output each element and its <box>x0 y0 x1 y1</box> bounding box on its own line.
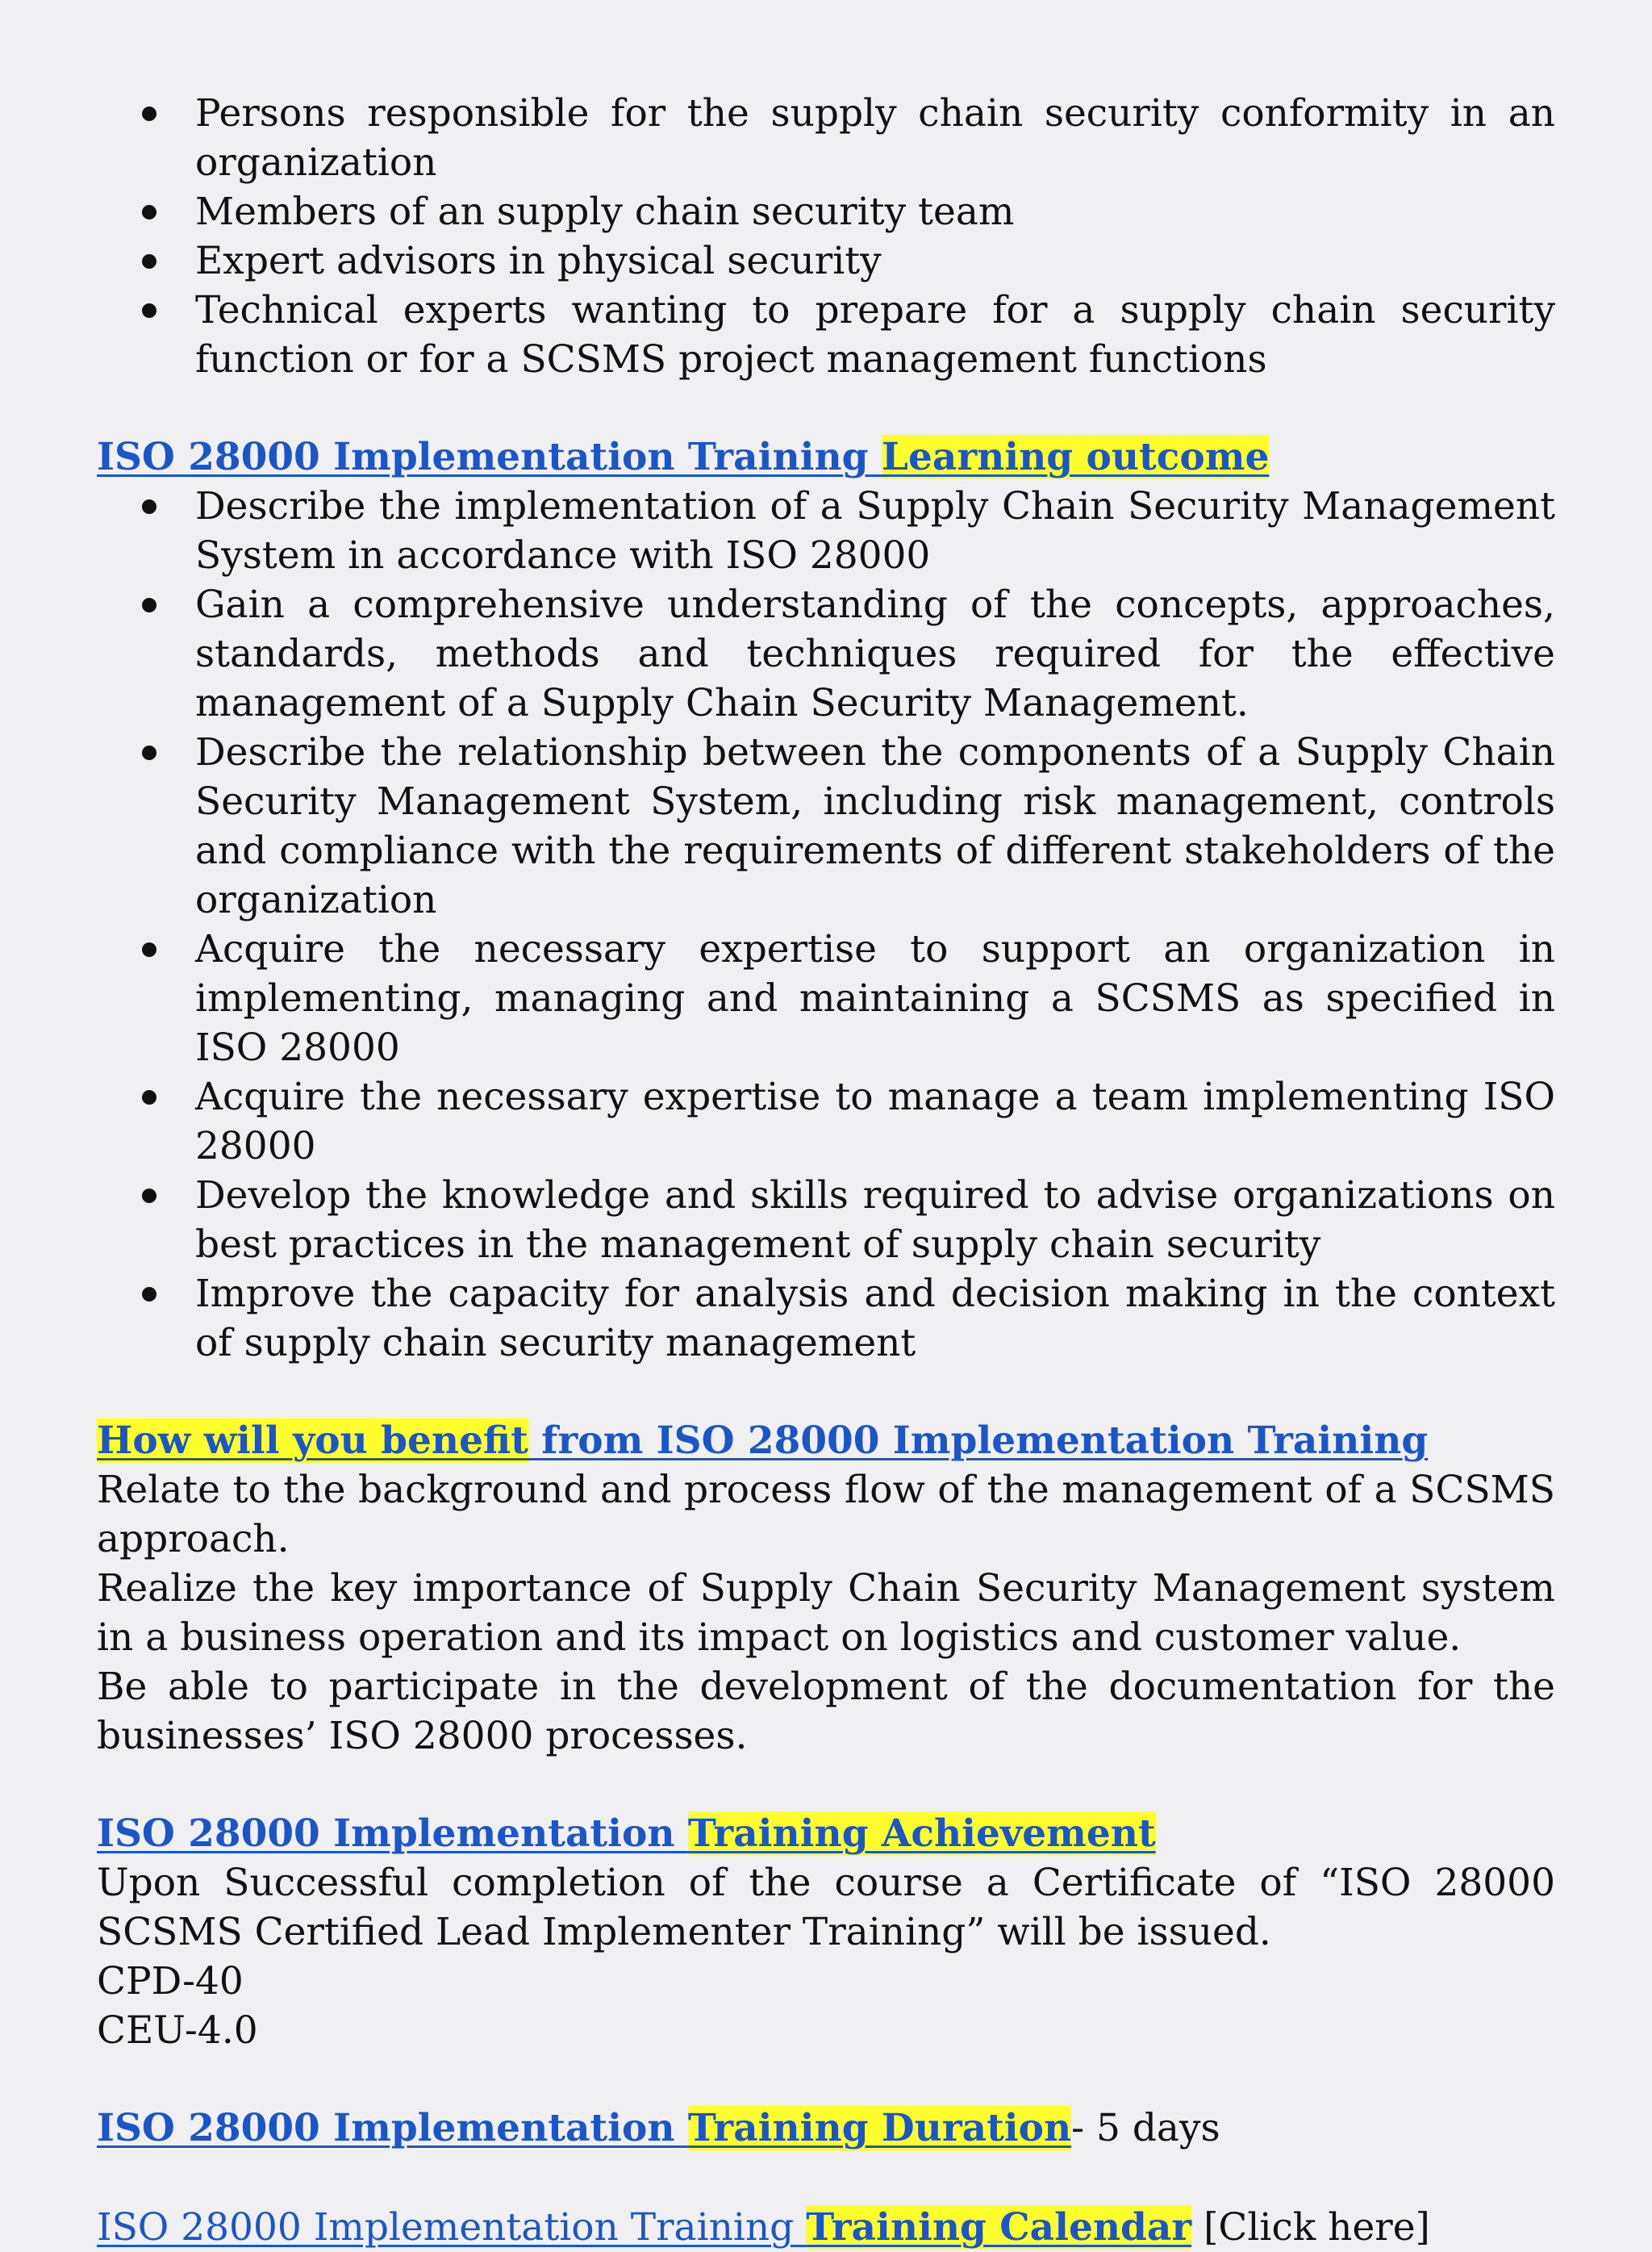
list-item: Develop the knowledge and skills required to advise organizations on best practices in the management of supply chain security <box>195 1171 1555 1269</box>
list-item: Technical experts wanting to prepare for a supply chain security function or for a SCSMS project management functions <box>195 286 1555 384</box>
training-calendar-link[interactable]: ISO 28000 Implementation Training Training Calendar <box>97 2205 1192 2250</box>
list-item: Acquire the necessary expertise to support an organization in implementing, managing and maintaining a SCSMS as specified in ISO 28000 <box>195 925 1555 1072</box>
benefit-line: Be able to participate in the development of the documentation for the businesses’ ISO 28000 processes. <box>97 1665 1555 1758</box>
list-item: Members of an supply chain security team <box>195 187 1555 236</box>
learning-outcome-list <box>97 482 1555 1368</box>
click-here-text: [Click here] <box>1191 2205 1430 2250</box>
learning-outcome-link[interactable]: ISO 28000 Implementation Training Learning outcome <box>97 435 1270 479</box>
benefit-line: Relate to the background and process flow of the management of a SCSMS approach. <box>97 1468 1555 1561</box>
benefit-line: Realize the key importance of Supply Chain Security Management system in a business operation and its impact on logistics and customer value. <box>97 1566 1555 1660</box>
learning-outcome-heading <box>97 432 1555 482</box>
bullet-icon <box>142 1189 156 1203</box>
duration-link[interactable]: ISO 28000 Implementation Training Duration <box>97 2106 1072 2150</box>
bullet-icon <box>142 205 156 219</box>
list-item: Gain a comprehensive understanding of the concepts, approaches, standards, methods and techniques required for the effective management of a Supply Chain Security Management. <box>195 580 1555 728</box>
list-item: Acquire the necessary expertise to manage a team implementing ISO 28000 <box>195 1072 1555 1171</box>
calendar-line <box>97 2203 1555 2252</box>
list-item: Persons responsible for the supply chain security conformity in an organization <box>195 89 1555 187</box>
audience-list <box>97 89 1555 384</box>
list-item: Describe the implementation of a Supply Chain Security Management System in accordance with ISO 28000 <box>195 482 1555 580</box>
bullet-icon <box>142 107 156 121</box>
bullet-icon <box>142 1090 156 1105</box>
ceu-value: CEU-4.0 <box>97 2008 258 2053</box>
achievement-heading <box>97 1809 1555 1858</box>
achievement-link[interactable]: ISO 28000 Implementation Training Achievement <box>97 1811 1156 1856</box>
spacer <box>97 2055 1555 2104</box>
benefit-link[interactable]: How will you benefit from ISO 28000 Implementation Training <box>97 1418 1429 1463</box>
bullet-icon <box>142 254 156 269</box>
duration-heading <box>97 2104 1555 2153</box>
bullet-icon <box>142 598 156 612</box>
spacer <box>97 384 1555 432</box>
cpd-value: CPD-40 <box>97 1959 244 2003</box>
bullet-icon <box>142 942 156 957</box>
spacer <box>97 1761 1555 1809</box>
list-item: Describe the relationship between the components of a Supply Chain Security Management System, including risk management, controls and compliance with the requirements of different stakeholders of the organization <box>195 728 1555 925</box>
benefit-heading <box>97 1416 1555 1465</box>
achievement-text: Upon Successful completion of the course a Certificate of “ISO 28000 SCSMS Certified Lead Implementer Training” will be issued. <box>97 1861 1555 1954</box>
bullet-icon <box>142 746 156 760</box>
list-item: Improve the capacity for analysis and decision making in the context of supply chain security management <box>195 1269 1555 1368</box>
spacer <box>97 1368 1555 1416</box>
bullet-icon <box>142 303 156 318</box>
list-item: Expert advisors in physical security <box>195 236 1555 286</box>
spacer <box>97 2153 1555 2203</box>
bullet-icon <box>142 499 156 514</box>
bullet-icon <box>142 1287 156 1301</box>
duration-value: - 5 days <box>1071 2106 1220 2150</box>
